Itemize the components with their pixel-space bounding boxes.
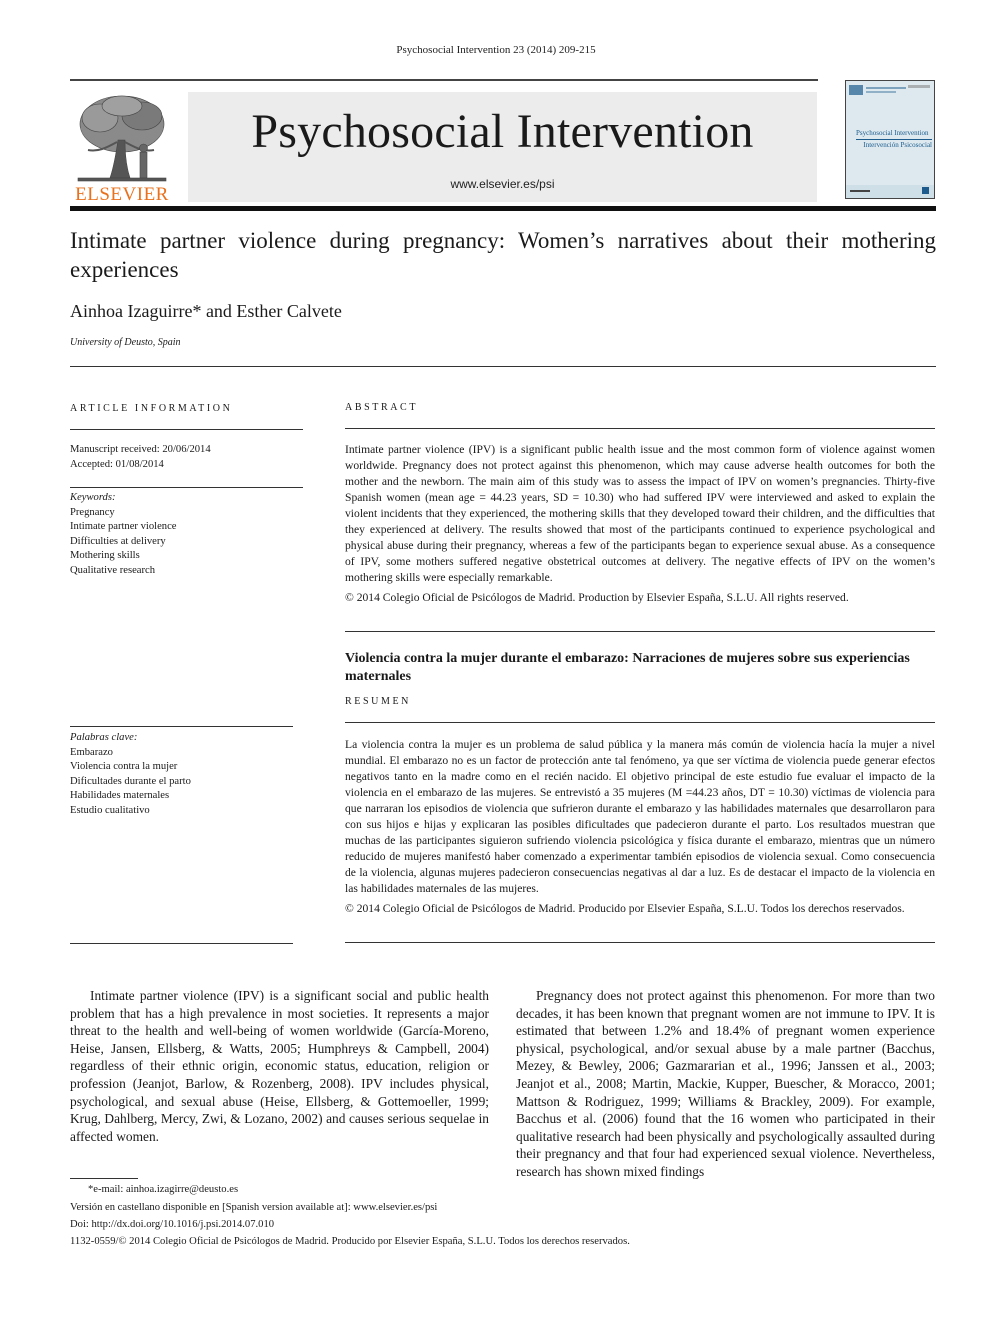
article-title: Intimate partner violence during pregnancy: Women’s narratives about their mothering experiences [70, 228, 936, 282]
info-rule [70, 943, 293, 944]
palabra-item: Estudio cualitativo [70, 804, 150, 816]
footnote-spanish-version: Versión en castellano disponible en [Spanish version available at]: www.elsevier.es/psi [70, 1201, 438, 1213]
palabra-item: Embarazo [70, 746, 113, 758]
authors: Ainhoa Izaguirre* and Esther Calvete [70, 301, 342, 321]
palabra-item: Violencia contra la mujer [70, 761, 178, 772]
footnote-email[interactable]: *e-mail: ainhoa.izagirre@deusto.es [88, 1184, 239, 1195]
running-head: Psychosocial Intervention 23 (2014) 209-215 [396, 44, 596, 56]
resumen-heading: RESUMEN [345, 696, 411, 707]
footnote-issn: 1132-0559/© 2014 Colegio Oficial de Psicólogos de Madrid. Producido por Elsevier España, S.L.U. Todos los derechos reservados. [70, 1236, 630, 1247]
body-column-right [516, 987, 935, 1181]
footnote-rule [70, 1178, 138, 1179]
elsevier-tree-icon [70, 92, 174, 204]
palabra-item: Dificultades durante el parto [70, 775, 191, 787]
abstract-heading: ABSTRACT [345, 402, 419, 413]
cover-title-es: Intervención Psicosocial [863, 141, 932, 149]
keyword-item: Qualitative research [70, 564, 155, 576]
body-column-left [70, 987, 489, 1145]
affiliation: University of Deusto, Spain [70, 337, 181, 348]
elsevier-logo [70, 92, 174, 204]
resumen-body [345, 737, 935, 917]
info-rule [70, 429, 303, 430]
resumen-copyright: © 2014 Colegio Oficial de Psicólogos de Madrid. Producido por Elsevier España, S.L.U. Todos los derechos reservados. [345, 902, 905, 915]
info-rule [70, 487, 303, 488]
info-rule [70, 726, 293, 727]
article-info-heading: ARTICLE INFORMATION [70, 403, 233, 414]
footnotes [70, 1181, 510, 1234]
abstract-paragraph: Intimate partner violence (IPV) is a significant public health issue and the most common form of violence against women worldwide. Pregnancy does not protect against this phenomenon, which may cause adverse health outcomes for both the mother and the newborn. The main aim of this study was to assess the impact of IPV on women’s pregnancies. Thirty-five Spanish women (mean age = 44.23 years, SD = 10.30) who had suffered IPV were interviewed and asked to explain the violent incidents that they experienced, the mothering skills that they developed toward their children, and the difficulties that they experienced at delivery. The results showed that most of the participants continued to experience psychological and physical abuse during their pregnancy, whereas a few of the participants began to experience sexual abuse. As a consequence of IPV, some mothers suffered negative obstetrical outcomes at delivery. The negative effects of IPV on the women’s mothering skills were especially remarkable. [345, 443, 935, 584]
palabras-label: Palabras clave: [70, 732, 138, 743]
accepted-date: Accepted: 01/08/2014 [70, 458, 164, 470]
spanish-title: Violencia contra la mujer durante el embarazo: Narraciones de mujeres sobre sus experiencias maternales [345, 651, 910, 684]
cover-title-en: Psychosocial Intervention [856, 128, 932, 140]
footnote-doi[interactable]: Doi: http://dx.doi.org/10.1016/j.psi.2014.07.010 [70, 1219, 275, 1230]
svg-text:ELSEVIER: ELSEVIER [75, 184, 169, 204]
journal-url[interactable]: www.elsevier.es/psi [450, 177, 555, 191]
section-rule [70, 366, 936, 367]
abstract-body [345, 442, 935, 606]
keywords-label: Keywords: [70, 492, 116, 503]
body-paragraph: Pregnancy does not protect against this phenomenon. For more than two decades, it has been known that pregnant women are not immune to IPV. It is estimated that between 1.2% and 18.4% of pregnant women experience physical, psychological, and/or sexual abuse by a male partner (Bacchus, Mezey, & Bewley, 2006; Gazmararian et al., 1996; Janssen et al., 2003; Jeanjot et al., 2008; Martin, Mackie, Kupper, Buescher, & Moracco, 2001; Mattson & Rodriguez, 1999; Williams & Brackley, 2009). For example, Bacchus et al. (2006) found that the 16 women who participated in their qualitative research had been physically and psychologically assaulted during their pregnancy and that four had experienced sexual violence. Nevertheless, research has shown mixed findings [516, 988, 935, 1179]
resumen-rule [345, 722, 935, 723]
manuscript-received: Manuscript received: 20/06/2014 [70, 444, 211, 455]
top-rule [70, 79, 818, 81]
palabra-item: Habilidades maternales [70, 790, 170, 801]
header-thick-rule [70, 206, 936, 211]
keywords-block [70, 491, 176, 578]
resumen-rule [345, 942, 935, 943]
keyword-item: Pregnancy [70, 506, 115, 518]
keyword-item: Difficulties at delivery [70, 535, 166, 547]
resumen-paragraph: La violencia contra la mujer es un problema de salud pública y la manera más común de violencia hacía la mujer a nivel mundial. El embarazo no es un factor de protección ante tal fenómeno, ya que ser víctima de violencia puede generar efectos negativos tanto en la madre como en el recién nacido. El objetivo principal de este estudio fue evaluar el impacto de la violencia en el embarazo de las mujeres. Se entrevistó a 35 mujeres (M =44.23 años, DT = 10.30) víctimas de violencia para que narraran los episodios de violencia que sufrieron durante el embarazo y las habilidades maternales que desarrollaron para con sus hijos e hijas y explicaran las posibles dificultades que padecieron durante el parto. Los resultados muestran que muchas de las participantes siguieron sufriendo violencia psicológica y física durante el embarazo, mientras que un número reducido de mujeres manifestó haber comenzado a experimentar también episodios de violencia sexual. Como consecuencia de la violencia, algunas mujeres padecieron consecuencias negativas al dar a luz. Es de destacar el impacto de la violencia en las habilidades maternales de las mujeres. [345, 738, 935, 895]
body-paragraph: Intimate partner violence (IPV) is a significant social and public health problem that has a high prevalence in most societies. It represents a major threat to the health and well-being of women worldwide (García-Moreno, Heise, Jansen, Ellsberg, & Watts, 2005; Humphreys & Campbell, 2004) regardless of their ethnic origin, economic status, education, religion or profession (Jeanjot, Barlow, & Rozenberg, 2008). IPV includes physical, psychological, and sexual abuse (Heise, Ellsberg, & Gottemoeller, 1999; Krug, Dahlberg, Mercy, Zwi, & Lozano, 2002) and causes serious sequelae in affected women. [70, 988, 489, 1144]
palabras-clave-block [70, 731, 191, 818]
journal-title: Psychosocial Intervention [251, 105, 754, 158]
journal-cover-thumbnail [845, 80, 935, 199]
abstract-rule [345, 428, 935, 429]
keyword-item: Intimate partner violence [70, 521, 177, 532]
keyword-item: Mothering skills [70, 550, 140, 561]
abstract-rule [345, 631, 935, 632]
abstract-copyright: © 2014 Colegio Oficial de Psicólogos de Madrid. Production by Elsevier España, S.L.U. All rights reserved. [345, 591, 849, 604]
dates-block [70, 443, 211, 472]
